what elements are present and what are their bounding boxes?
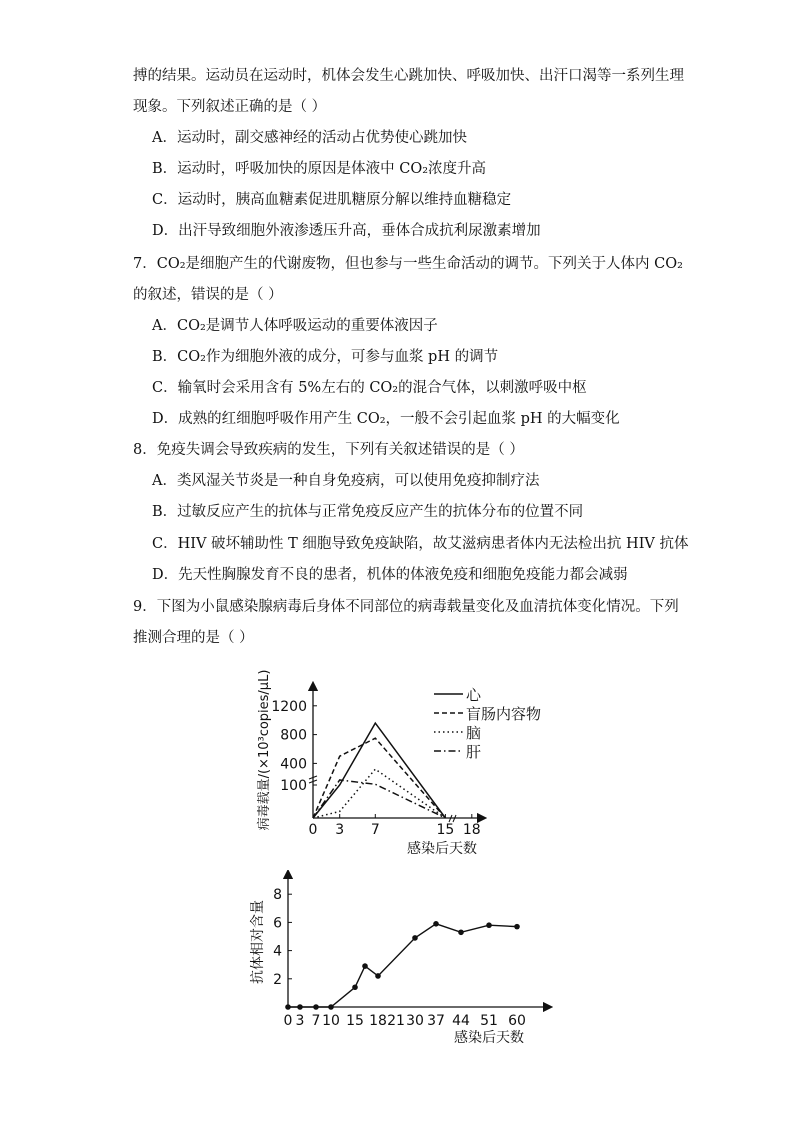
legend-label-2: 盲肠内容物 <box>466 705 542 723</box>
q6-option-a: A．运动时，副交感神经的活动占优势使心跳加快 <box>152 130 467 146</box>
antibody-x-tick-label: 10 <box>322 1013 340 1029</box>
virus-load-x-tick-label: 18 <box>462 822 481 838</box>
antibody-point <box>313 1004 319 1010</box>
antibody-x-tick-label: 51 <box>480 1013 498 1029</box>
q8-option-c: C．HIV 破坏辅助性 T 细胞导致免疫缺陷，故艾滋病患者体内无法检出抗 HIV 抗体 <box>152 536 689 552</box>
antibody-y-tick-label: 8 <box>273 887 282 904</box>
virus-load-x-tick-label: 0 <box>308 822 318 838</box>
q8-option-d: D．先天性胸腺发育不良的患者，机体的体液免疫和细胞免疫能力都会减弱 <box>152 567 628 583</box>
q6-stem-line2: 现象。下列叙述正确的是（ ） <box>133 99 327 115</box>
antibody-point <box>412 935 418 941</box>
antibody-chart <box>0 870 794 1070</box>
virus-load-series-2 <box>313 738 445 818</box>
antibody-point <box>352 984 358 990</box>
q6-option-c: C．运动时，胰高血糖素促进肌糖原分解以维持血糖稳定 <box>152 192 512 208</box>
antibody-point <box>458 929 464 935</box>
q7-option-a: A．CO₂是调节人体呼吸运动的重要体液因子 <box>152 318 438 334</box>
q8-stem-line1: 8．免疫失调会导致疾病的发生，下列有关叙述错误的是（ ） <box>133 442 524 458</box>
antibody-line <box>288 924 517 1007</box>
antibody-y-tick-label: 2 <box>273 971 282 988</box>
virus-load-chart <box>0 650 794 870</box>
antibody-axes <box>288 874 548 1007</box>
virus-load-y-tick-label: 1200 <box>271 698 307 715</box>
virus-load-y-tick-label: 100 <box>280 778 307 794</box>
antibody-x-tick-label: 3 <box>295 1013 305 1029</box>
q6-option-b: B．运动时，呼吸加快的原因是体液中 CO₂浓度升高 <box>152 161 487 177</box>
antibody-point <box>362 963 368 969</box>
antibody-point <box>433 921 439 927</box>
antibody-point <box>486 922 492 928</box>
q7-stem-line2: 的叙述，错误的是（ ） <box>133 287 283 303</box>
q7-option-b: B．CO₂作为细胞外液的成分，可参与血浆 pH 的调节 <box>152 349 499 365</box>
antibody-x-tick-label: 15 <box>346 1013 364 1029</box>
virus-load-x-tick-label: 3 <box>335 822 345 838</box>
antibody-point <box>328 1004 334 1010</box>
q7-option-c: C．输氧时会采用含有 5%左右的 CO₂的混合气体，以刺激呼吸中枢 <box>152 380 587 396</box>
q9-stem-line2: 推测合理的是（ ） <box>133 630 254 646</box>
virus-load-x-tick-label: 7 <box>370 822 380 838</box>
q7-option-d: D．成熟的红细胞呼吸作用产生 CO₂，一般不会引起血浆 pH 的大幅变化 <box>152 411 620 427</box>
legend-label-4: 肝 <box>466 743 482 761</box>
antibody-x-label: 感染后天数 <box>454 1030 524 1046</box>
antibody-point <box>375 973 381 979</box>
antibody-x-tick-label: 44 <box>452 1013 470 1029</box>
legend-label-1: 心 <box>466 686 482 704</box>
q8-option-b: B．过敏反应产生的抗体与正常免疫反应产生的抗体分布的位置不同 <box>152 504 584 520</box>
antibody-x-tick-label: 37 <box>427 1013 445 1029</box>
virus-load-x-label: 感染后天数 <box>407 841 477 857</box>
antibody-y-tick-label: 4 <box>273 943 282 960</box>
q6-stem-line1: 搏的结果。运动员在运动时，机体会发生心跳加快、呼吸加快、出汗口渴等一系列生理 <box>133 68 684 84</box>
virus-load-y-tick-label: 400 <box>280 756 307 773</box>
antibody-point <box>514 924 520 930</box>
q7-stem-line1: 7．CO₂是细胞产生的代谢废物，但也参与一些生命活动的调节。下列关于人体内 CO₂ <box>133 256 683 272</box>
antibody-x-tick-label: 0 <box>283 1013 293 1029</box>
q8-option-a: A．类风湿关节炎是一种自身免疫病，可以使用免疫抑制疗法 <box>152 473 540 489</box>
virus-load-axes <box>309 686 482 822</box>
antibody-x-tick-label: 18 <box>369 1013 387 1029</box>
antibody-y-label: 抗体相对含量 <box>250 900 266 984</box>
q6-option-d: D．出汗导致细胞外液渗透压升高，垂体合成抗利尿激素增加 <box>152 223 541 239</box>
antibody-x-tick-label: 7 <box>311 1013 321 1029</box>
antibody-x-tick-label: 21 <box>387 1013 405 1029</box>
antibody-point <box>297 1004 303 1010</box>
virus-load-x-tick-label: 15 <box>436 822 455 838</box>
legend-label-3: 脑 <box>466 724 482 742</box>
virus-load-series-4 <box>313 780 445 818</box>
virus-load-y-tick-label: 800 <box>280 727 307 744</box>
virus-load-y-label: 病毒载量/(×10³copies/μL) <box>257 669 272 831</box>
antibody-x-tick-label: 30 <box>406 1013 424 1029</box>
antibody-point <box>285 1004 291 1010</box>
q9-stem-line1: 9．下图为小鼠感染腺病毒后身体不同部位的病毒载量变化及血清抗体变化情况。下列 <box>133 599 679 615</box>
antibody-x-tick-label: 60 <box>508 1013 526 1029</box>
antibody-y-tick-label: 6 <box>273 915 282 932</box>
